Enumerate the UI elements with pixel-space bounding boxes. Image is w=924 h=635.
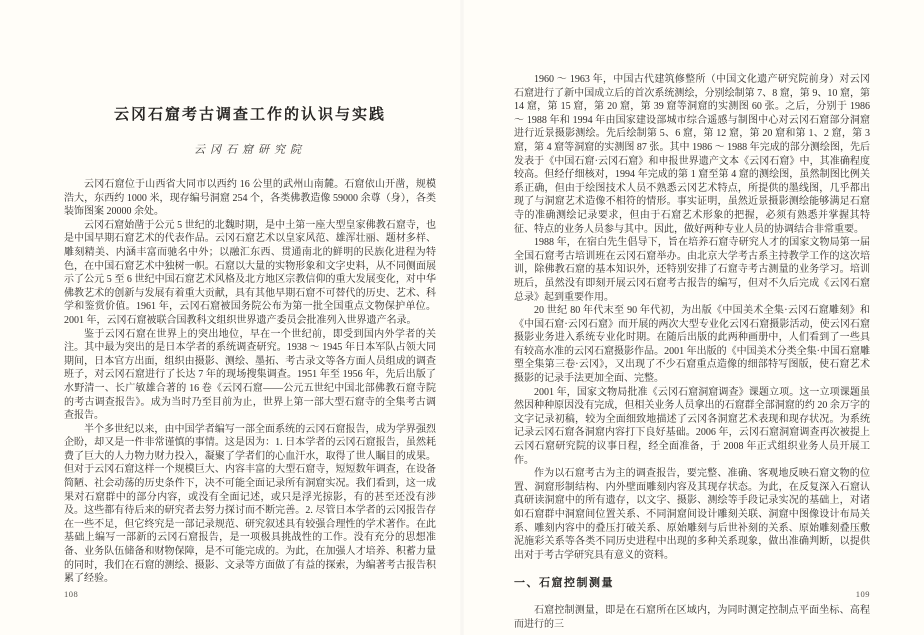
paragraph: 作为以石窟考古为主的调查报告，要完整、准确、客观地反映石窟文物的位置、洞窟形制结构、内外壁面雕刻内容及其现存状态。为此，在反复深入石窟认真研读洞窟中的所有遗存，以文字、摄影、测绘等手段记录实况的基础上，对诸如石窟群中洞窟间位置关系、不同洞窟间设计雕刻关联、洞窟中图像设计布局关系、雕刻内容中的叠压打破关系、原始雕刻与后世补刻的关系、原始雕刻叠压敷泥施彩关系等各类不同历史进程中出现的多种关系现象，做出准确判断，以提供出对于考古学研究具有意义的资料。	[514, 468, 870, 561]
paragraph: 鉴于云冈石窟在世界上的突出地位，早在一个世纪前，即受到国内外学者的关注。其中最为突出的是日本学者的系统调查研究。1938 ～ 1945 年日本军队占领大同期间，日本官方出面，组织由摄影、测绘、墨拓、考古录文等各方面人员组成的调查班子，对云冈石窟进行了长达 7 年的现场搜集调查。1951 年至 1956 年，先后出版了水野清一、长广敏雄合著的 16 卷《云冈石窟——公元五世纪中国北部佛教石窟寺院的考古调查报告》。成为当时乃至目前为止，世界上第一部大型石窟寺的全集考古调查报告。	[64, 328, 436, 422]
paragraph: 20 世纪 80 年代末至 90 年代初，为出版《中国美术全集·云冈石窟雕刻》和《中国石窟·云冈石窟》而开展的两次大型专业化云冈石窟摄影活动，使云冈石窟摄影业务进入系统专业化时期。在随后出版的此两种画册中，人们看到了一些具有较高水准的云冈石窟摄影作品。2001 年出版的《中国美术分类全集·中国石窟雕塑全集第三卷·云冈》，又出现了不少石窟重点造像的细部特写图版，使石窟艺术摄影的记录手法更加全面、完整。	[514, 305, 870, 385]
paragraph: 1960 ～ 1963 年，中国古代建筑修整所（中国文化遗产研究院前身）对云冈石窟进行了新中国成立后的首次系统测绘，分别绘制第 7、8 窟，第 9、10 窟，第 14 窟，第 15 窟，第 20 窟，第 39 窟等洞窟的实测图 60 张。之后，分别于 1986 ～ 1988 年和 1994 年由国家建设部城市综合遥感与制图中心对云冈石窟部分洞窟进行近景摄影测绘。先后绘制第 5、6 窟，第 12 窟，第 20 窟和第 1、2 窟，第 3 窟，第 4 窟等洞窟的实测图 87 张。其中 1986 ～ 1988 年完成的部分测绘图，先后发表于《中国石窟·云冈石窟》和申报世界遗产文本《云冈石窟》中，其准确程度较高。但经仔细核对，1994 年完成的第 1 窟至第 4 窟的测绘图，虽然制图比例关系正确，但由于绘图技术人员不熟悉云冈艺术特点，所提供的墨线图，几乎都出现了与洞窟艺术造像不相符的情形。事实证明，虽然近景摄影测绘能够满足石窟寺的准确测绘记录要求，但由于石窟艺术形象的把握，必须有熟悉并掌握其特征、特点的业务人员参与其中。因此，做好两种专业人员的协调结合非常重要。	[514, 74, 870, 235]
page-gutter	[460, 0, 464, 635]
section-heading: 一、石窟控制测量	[514, 577, 614, 590]
page-number-right: 109	[855, 589, 870, 599]
page-left-body	[64, 178, 436, 586]
article-author: 云冈石窟研究院	[194, 144, 306, 156]
paragraph: 2001 年，国家文物局批准《云冈石窟洞窟调查》课题立项。这一立项课题虽然因种种原因没有完成，但相关业务人员拿出的石窟群全部洞窟的约 20 余万字的文字记录初稿，较为全面细致地描述了云冈各洞窟艺术表现和现存状况。为系统记录云冈石窟各洞窟内容打下良好基础。2006 年，云冈石窟洞窟调查再次被提上云冈石窟研究院的议事日程，经全面准备，于 2008 年正式组织业务人员开展工作。	[514, 386, 870, 466]
page-right	[514, 0, 870, 635]
paragraph: 半个多世纪以来，由中国学者编写一部全面系统的云冈石窟报告，成为学界强烈企盼，却又是一件非常谨慎的事情。这是因为：1. 日本学者的云冈石窟报告，虽然耗费了巨大的人力物力财力投入，凝聚了学者们的心血汗水，取得了世人瞩目的成果。但对于云冈石窟这样一个规模巨大、内容丰富的大型石窟寺，短短数年调查，在设备简陋、社会动荡的历史条件下，决不可能全面记录所有洞窟实况。我们看到，这一成果对石窟群中的部分内容，或没有全面记述，或只是浮光掠影，有的甚至还没有涉及。这些都有待后来的研究者去努力探讨而不断完善。2. 尽管日本学者的云冈报告存在一些不足，但它终究是一部记录规范、研究叙述具有较强合理性的学术著作。在此基础上编写一部新的云冈石窟报告，是一项极具挑战性的工作。没有充分的思想准备、业务队伍储备和财物保障，是不可能完成的。为此，在加强人才培养、积蓄力量的同时，我们在石窟的测绘、摄影、文录等方面做了有益的探索，为编著考古报告积累了经验。	[64, 423, 436, 585]
page-right-body	[514, 73, 870, 631]
page-number-left: 108	[64, 589, 79, 599]
page-left	[64, 0, 436, 635]
article-title: 云冈石窟考古调查工作的认识与实践	[113, 107, 386, 123]
paragraph: 1988 年，在宿白先生倡导下，旨在培养石窟寺研究人才的国家文物局第一届全国石窟考古培训班在云冈石窟举办。由北京大学考古系主持教学工作的这次培训，除佛教石窟的基本知识外，还特别安排了石窟寺考古测量的业务学习。培训班后，虽然没有即刻开展云冈石窟考古报告的编写，但对不久后完成《云冈石窟总录》起到重要作用。	[514, 237, 870, 303]
paragraph: 云冈石窟始凿于公元 5 世纪的北魏时期，是中土第一座大型皇家佛教石窟寺，也是中国早期石窟艺术的代表作品。云冈石窟艺术以皇家风范、雄浑壮丽、题材多样、雕刻精美、内涵丰富而驰名中外；以融汇东西、贯通南北的鲜明的民族化进程为特色，在中国石窟艺术中独树一帜。石窟以大量的实物形象和文字史料，从不同侧面展示了公元 5 至 6 世纪中国石窟艺术风格及北方地区宗教信仰的重大发展变化，对中华佛教艺术的创新与发展有着重大贡献，具有其他早期石窟不可替代的历史、艺术、科学和鉴赏价值。1961 年，云冈石窟被国务院公布为第一批全国重点文物保护单位。2001 年，云冈石窟被联合国教科文组织世界遗产委员会批准列入世界遗产名录。	[64, 219, 436, 326]
paragraph: 云冈石窟位于山西省大同市以西约 16 公里的武州山南麓。石窟依山开凿，规模浩大，东西约 1000 米，现存编号洞窟 254 个，各类佛教造像 59000 余尊（身），各类装饰图案 20000 余处。	[64, 179, 436, 218]
paragraph: 石窟控制测量，即是在石窟所在区域内，为同时测定控制点平面坐标、高程而进行的三	[514, 604, 870, 630]
